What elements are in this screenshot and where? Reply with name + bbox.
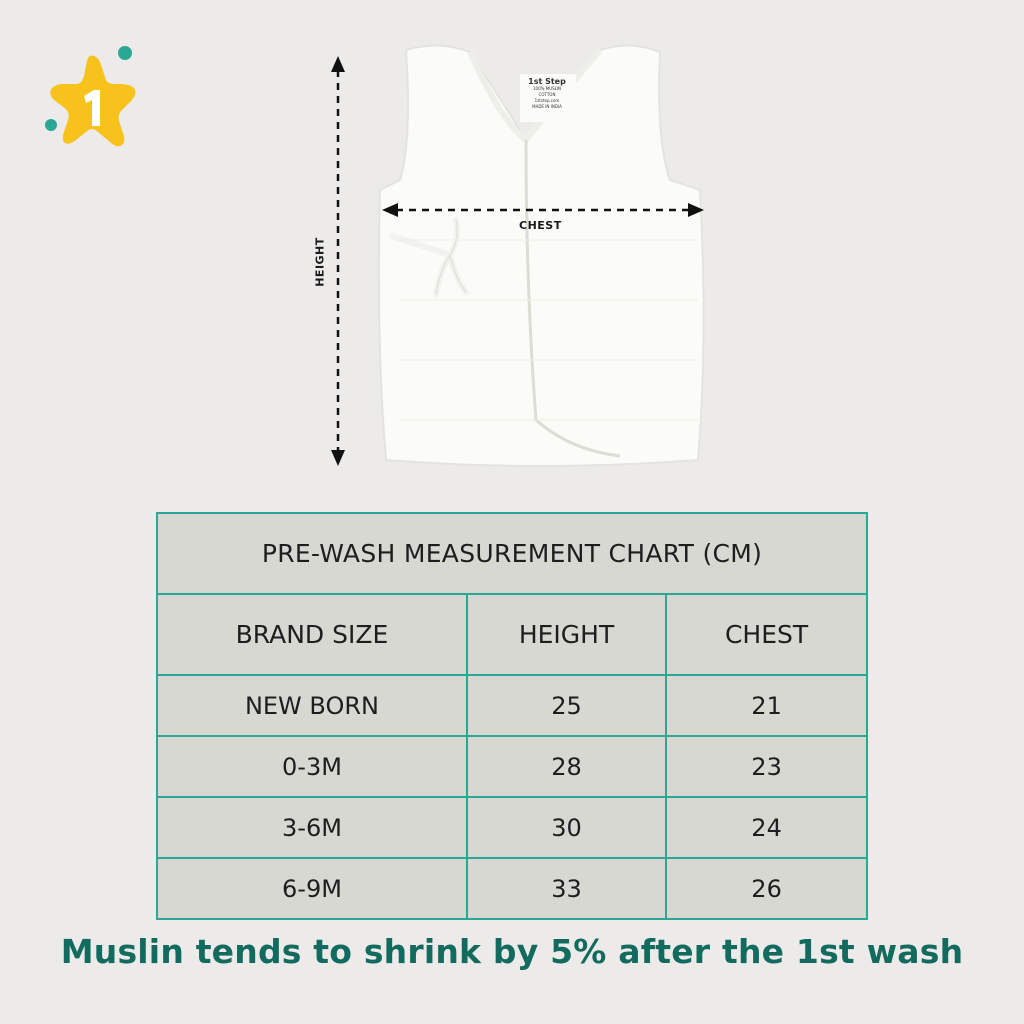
tag-line3: MADE IN INDIA (532, 104, 562, 109)
table-title: PRE-WASH MEASUREMENT CHART (CM) (157, 513, 867, 594)
tag-brand: 1st Step (528, 77, 566, 86)
height-label: HEIGHT (313, 237, 327, 287)
cell-height: 33 (467, 858, 666, 919)
brand-logo (40, 40, 150, 150)
cell-size: 6-9M (157, 858, 467, 919)
table-row (157, 858, 867, 919)
cell-height: 30 (467, 797, 666, 858)
cell-chest: 23 (666, 736, 867, 797)
table-row (157, 797, 867, 858)
tag-line2: 1ststep.com (534, 98, 560, 103)
measurement-table (156, 512, 868, 920)
cell-height: 25 (467, 675, 666, 736)
table-row (157, 675, 867, 736)
tag-line1: 100% MUSLIN COTTON (532, 86, 562, 97)
table-row (157, 736, 867, 797)
cell-chest: 26 (666, 858, 867, 919)
cell-chest: 24 (666, 797, 867, 858)
header-height: HEIGHT (467, 594, 666, 675)
shrink-note: Muslin tends to shrink by 5% after the 1st wash (60, 932, 964, 971)
chest-label: CHEST (519, 219, 562, 232)
cell-size: 3-6M (157, 797, 467, 858)
garment-tag (524, 77, 570, 110)
header-chest: CHEST (666, 594, 867, 675)
cell-size: 0-3M (157, 736, 467, 797)
cell-height: 28 (467, 736, 666, 797)
star-logo-icon (40, 40, 150, 150)
cell-size: NEW BORN (157, 675, 467, 736)
table-header-row (157, 594, 867, 675)
cell-chest: 21 (666, 675, 867, 736)
header-brand-size: BRAND SIZE (157, 594, 467, 675)
